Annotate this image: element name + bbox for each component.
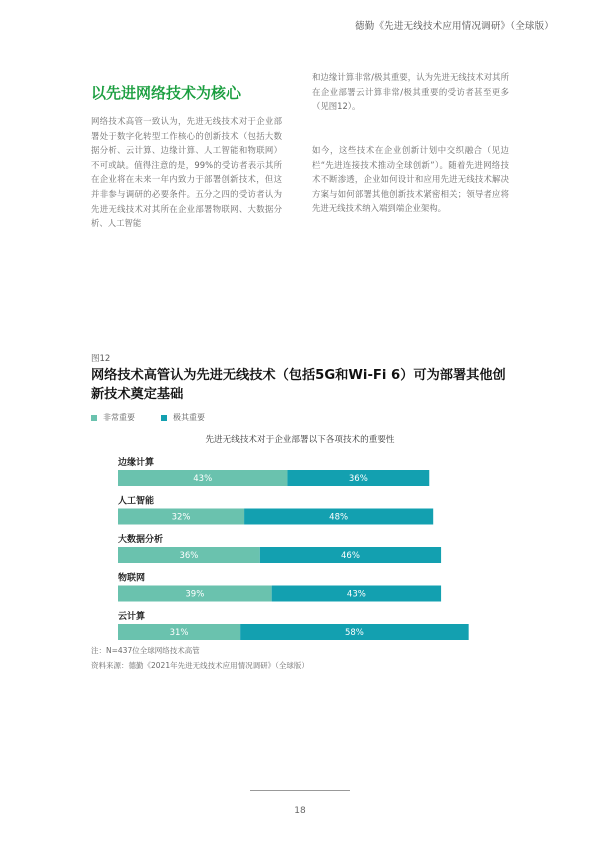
footer-divider <box>250 790 350 791</box>
category-label: 大数据分析 <box>118 535 164 545</box>
data-label: 58% <box>344 628 364 638</box>
data-label: 43% <box>346 589 366 600</box>
category-label: 边缘计算 <box>118 458 155 468</box>
data-label: 36% <box>179 551 199 561</box>
body-paragraph-right-1: 和边缘计算非常/极其重要，认为先进无线技术对其所在企业部署云计算非常/极其重要的受访者甚至更多（见图12）。 <box>312 72 509 112</box>
legend-label: 极其重要 <box>173 413 205 422</box>
figure-title: 网络技术高管认为先进无线技术（包括5G和Wi-Fi 6）可为部署其他创新技术奠定基础 <box>91 368 506 402</box>
category-label: 物联网 <box>118 573 146 584</box>
body-paragraph-right-2: 如今，这些技术在企业创新计划中交织融合（见边栏“先进连接技术推动全球创新”）。随着先进网络技术不断渗透，企业如何设计和应用先进无线技术解决方案与如何部署其他创新技术紧密相关；领导者应将先进无线技术纳入端到端企业架构。 <box>312 145 509 214</box>
data-label: 46% <box>341 551 360 561</box>
data-label: 32% <box>171 512 191 523</box>
data-label: 48% <box>329 512 349 523</box>
figure-label: 图12 <box>91 354 111 364</box>
category-label: 云计算 <box>118 612 146 622</box>
data-label: 39% <box>185 589 205 600</box>
data-label: 36% <box>348 474 368 484</box>
body-paragraph-left: 网络技术高管一致认为，先进无线技术对于企业部署处于数字化转型工作核心的创新技术（包括大数据分析、云计算、边缘计算、人工智能和物联网）不可或缺。值得注意的是，99%的受访者表示其所在企业将在未来一年内致力于部署创新技术，但这并非参与调研的必要条件。五分之四的受访者认为先进无线技术对其所在企业部署物联网、大数据分析、人工智能 <box>91 116 282 229</box>
section-title: 以先进网络技术为核心 <box>91 84 242 102</box>
legend-label: 非常重要 <box>103 413 135 422</box>
chart-title: 先进无线技术对于企业部署以下各项技术的重要性 <box>205 435 395 445</box>
category-label: 人工智能 <box>118 496 155 507</box>
data-label: 31% <box>169 628 189 638</box>
figure-source: 资料来源：德勤《2021年先进无线技术应用情况调研》（全球版） <box>91 661 309 670</box>
page-number: 18 <box>294 806 306 816</box>
figure-note: 注：N=437位全球网络技术高管 <box>91 646 200 655</box>
running-header: 德勤《先进无线技术应用情况调研》（全球版） <box>355 21 554 32</box>
data-label: 43% <box>193 474 213 484</box>
